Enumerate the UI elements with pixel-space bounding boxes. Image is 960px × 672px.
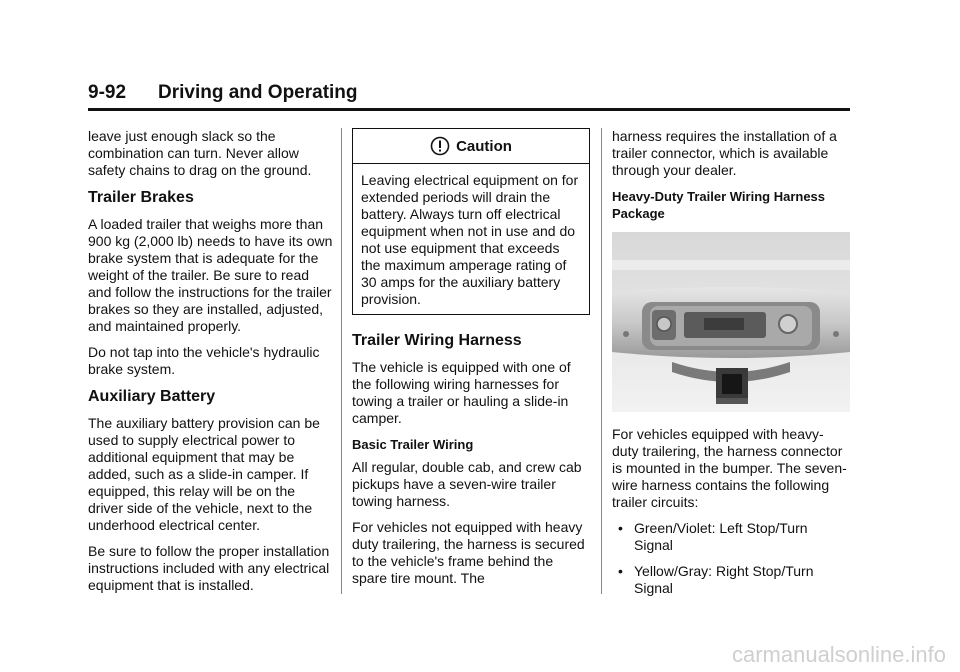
page-header xyxy=(88,80,850,111)
paragraph-brakes-2: Do not tap into the vehicle's hydraulic brake system. xyxy=(88,344,320,377)
list-item xyxy=(612,563,850,597)
circuit-text: Yellow/Gray: Right Stop/Turn Signal xyxy=(634,563,814,596)
column-left xyxy=(88,128,333,603)
paragraph-basic-2: For vehicles not equipped with heavy duty trailering, the harness is secured to the vehicle's frame behind the spare tire mount. The xyxy=(352,519,585,586)
heading-auxiliary-battery: Auxiliary Battery xyxy=(88,388,216,405)
paragraph-brakes-1: A loaded trailer that weighs more than 900 kg (2,000 lb) needs to have its own brake system that is adequate for the weight of the trailer. Be sure to read and follow the instructions for the trailer brakes so they are installed, adjusted, and maintained properly. xyxy=(88,216,333,334)
paragraph-continued: harness requires the installation of a trailer connector, which is available through your dealer. xyxy=(612,128,837,178)
paragraph-battery-1: The auxiliary battery provision can be used to supply electrical power to additional equipment that may be added, such as a slide-in camper. If equipped, this relay will be on the driver side of the vehicle, next to the underhood electrical center. xyxy=(88,415,320,533)
trailer-hitch-photo xyxy=(612,232,850,412)
bullet-icon: • xyxy=(618,520,623,536)
heading-heavy-duty-harness: Heavy-Duty Trailer Wiring Harness Package xyxy=(612,189,826,221)
caution-title: Caution xyxy=(456,137,512,155)
paragraph-basic-1: All regular, double cab, and crew cab pickups have a seven-wire trailer towing harness. xyxy=(352,459,582,509)
caution-header xyxy=(353,129,589,164)
paragraph-intro: leave just enough slack so the combination can turn. Never allow safety chains to drag on the ground. xyxy=(88,128,312,178)
paragraph-heavy-duty: For vehicles equipped with heavy-duty trailering, the harness connector is mounted in the bumper. The seven-wire harness contains the following trailer circuits: xyxy=(612,426,847,510)
bullet-icon: • xyxy=(618,563,623,579)
paragraph-battery-2: Be sure to follow the proper installation instructions included with any electrical equipment that is installed. xyxy=(88,543,330,593)
caution-text: Leaving electrical equipment on for extended periods will drain the battery. Always turn off electrical equipment when not in use and do not use equipment that exceeds the maximum amperage rating of 30 amps for the auxiliary battery provision. xyxy=(361,172,579,307)
list-item xyxy=(612,520,850,554)
column-right xyxy=(612,128,850,606)
watermark: carmanualsonline.info xyxy=(731,642,946,667)
column-divider xyxy=(341,128,342,594)
warning-icon xyxy=(430,136,450,156)
heading-basic-trailer-wiring: Basic Trailer Wiring xyxy=(352,437,474,452)
column-divider xyxy=(601,128,602,594)
column-middle xyxy=(352,128,590,596)
circuit-text: Green/Violet: Left Stop/Turn Signal xyxy=(634,520,808,553)
circuit-list xyxy=(612,520,850,597)
heading-trailer-wiring-harness: Trailer Wiring Harness xyxy=(352,332,522,349)
section-title: Driving and Operating xyxy=(158,82,358,103)
heading-trailer-brakes: Trailer Brakes xyxy=(88,189,194,206)
page-number: 9-92 xyxy=(88,82,127,103)
paragraph-harness: The vehicle is equipped with one of the following wiring harnesses for towing a trailer or hauling a slide-in camper. xyxy=(352,359,571,426)
caution-box xyxy=(352,128,590,315)
